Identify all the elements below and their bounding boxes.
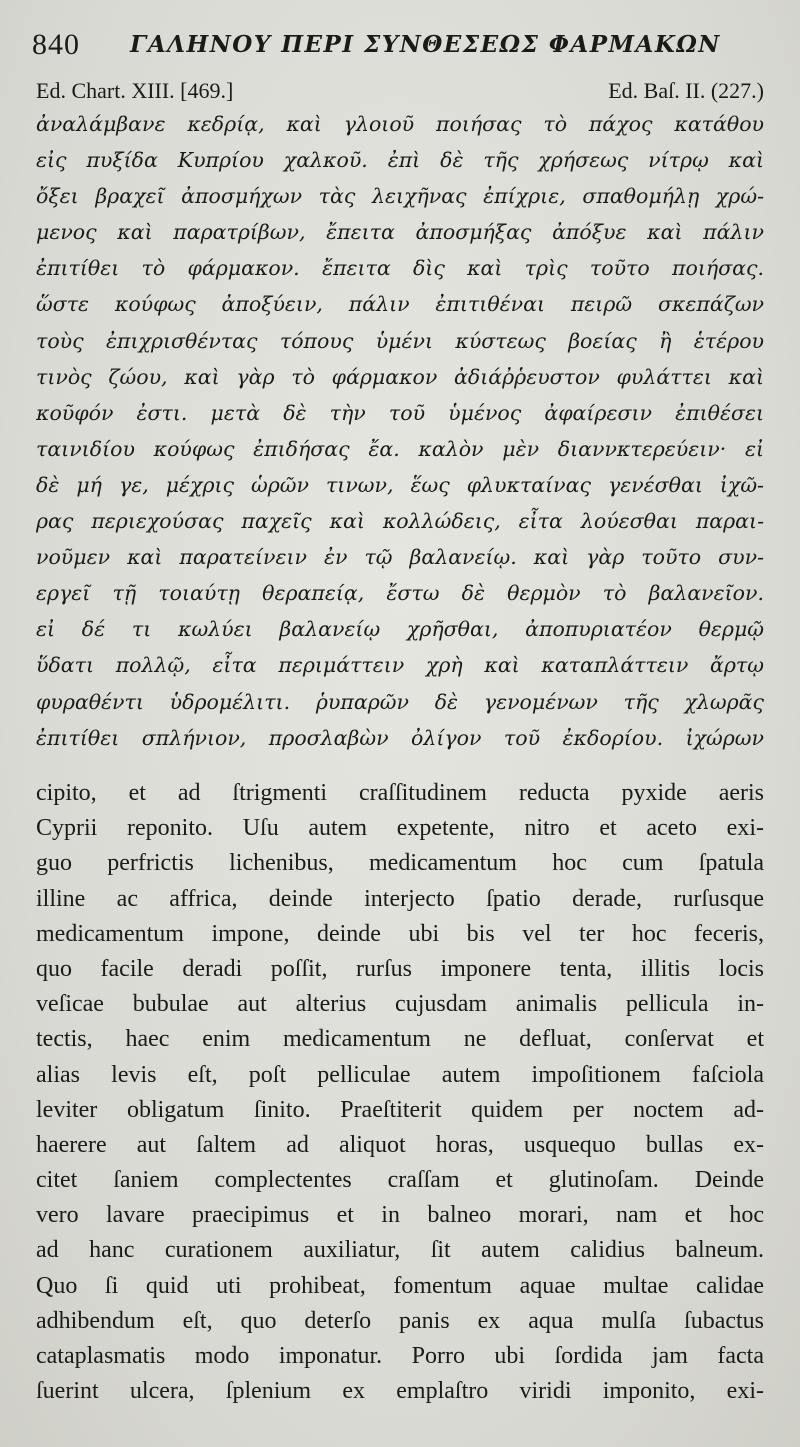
greek-text-block (36, 106, 764, 756)
latin-line: ad hanc curationem auxiliatur, ſit autem calidius balneum. (36, 1237, 764, 1264)
latin-line: vero lavare praecipimus et in balneo morari, nam et hoc (36, 1202, 764, 1229)
greek-line: εἰ δέ τι κωλύει βαλανείῳ χρῆσθαι, ἀποπυριατέον θερμῷ (36, 617, 764, 642)
latin-line: cataplasmatis modo imponatur. Porro ubi ſordida jam facta (36, 1343, 764, 1369)
greek-line: δὲ μή γε, μέχρις ὡρῶν τινων, ἕως φλυκταίνας γενέσθαι ἰχῶ- (36, 472, 764, 497)
greek-line: ὄξει βραχεῖ ἀποσμήχων τὰς λειχῆνας ἐπίχριε, σπαθομήλῃ χρώ- (36, 184, 764, 209)
greek-line: φυραθέντι ὑδρομέλιτι. ῥυπαρῶν δὲ γενομένων τῆς χλωρᾶς (36, 689, 764, 714)
latin-line: alias levis eſt, poſt pelliculae autem impoſitionem faſciola (36, 1061, 764, 1088)
latin-line: Cyprii reponito. Uſu autem expetente, nitro et aceto exi- (36, 815, 764, 842)
edition-references (36, 78, 764, 108)
running-title: ΓΑΛΗΝΟΥ ΠΕΡΙ ΣΥΝΘΕΣΕΩΣ ΦΑΡΜΑΚΩΝ (130, 31, 721, 58)
greek-line: ὥστε κούφως ἀποξύειν, πάλιν ἐπιτιθέναι πειρῶ σκεπάζων (36, 292, 764, 317)
latin-line: tectis, haec enim medicamentum ne defluat, conſervat et (36, 1026, 764, 1053)
latin-line: haerere aut ſaltem ad aliquot horas, usquequo bullas ex- (36, 1131, 764, 1158)
latin-line: cipito, et ad ſtrigmenti craſſitudinem reducta pyxide aeris (36, 780, 764, 806)
greek-line: ἐπιτίθει σπλήνιον, προσλαβὼν ὀλίγον τοῦ ἐκδορίου. ἰχώρων (36, 725, 764, 750)
latin-line: leviter obligatum ſinito. Praeſtiterit quidem per noctem ad- (36, 1096, 764, 1123)
latin-line: medicamentum impone, deinde ubi bis vel ter hoc feceris, (36, 920, 764, 947)
latin-line: illine ac affrica, deinde interjecto ſpatio derade, rurſusque (36, 885, 764, 912)
greek-line: ρας περιεχούσας παχεῖς καὶ κολλώδεις, εἶτα λούεσθαι παραι- (36, 509, 764, 534)
greek-line: τοὺς ἐπιχρισθέντας τόπους ὑμένι κύστεως βοείας ἢ ἑτέρου (36, 328, 764, 353)
edition-chartier-ref: Ed. Chart. XIII. [469.] (36, 78, 234, 103)
greek-line: νοῦμεν καὶ παρατείνειν ἐν τῷ βαλανείῳ. καὶ γὰρ τοῦτο συν- (36, 545, 764, 570)
latin-line: Quo ſi quid uti prohibeat, fomentum aquae multae calidae (36, 1272, 764, 1299)
greek-line: ἀναλάμβανε κεδρίᾳ, καὶ γλοιοῦ ποιήσας τὸ πάχος κατάθου (36, 112, 764, 136)
latin-line: ſuerint ulcera, ſplenium ex emplaſtro viridi imponito, exi- (36, 1378, 764, 1405)
greek-line: εργεῖ τῇ τοιαύτῃ θεραπείᾳ, ἔστω δὲ θερμὸν τὸ βαλανεῖον. (36, 581, 764, 606)
greek-line: εἰς πυξίδα Κυπρίου χαλκοῦ. ἐπὶ δὲ τῆς χρήσεως νίτρῳ καὶ (36, 148, 764, 173)
latin-line: quo facile deradi poſſit, rurſus imponere tenta, illitis locis (36, 955, 764, 982)
greek-line: μενος καὶ παρατρίβων, ἔπειτα ἀποσμήξας ἀπόξυε καὶ πάλιν (36, 220, 764, 245)
greek-line: κοῦφόν ἐστι. μετὰ δὲ τὴν τοῦ ὑμένος ἀφαίρεσιν ἐπιθέσει (36, 400, 764, 425)
latin-line: veſicae bubulae aut alterius cujusdam animalis pellicula in- (36, 991, 764, 1018)
greek-line: ὕδατι πολλῷ, εἶτα περιμάττειν χρὴ καὶ καταπλάττειν ἄρτῳ (36, 653, 764, 678)
latin-text-block (36, 776, 764, 1409)
running-head (32, 28, 770, 68)
greek-line: ταινιδίου κούφως ἐπιδήσας ἔα. καλὸν μὲν διαννκτερεύειν· εἰ (36, 436, 764, 461)
latin-line: citet ſaniem complectentes craſſam et glutinoſam. Deinde (36, 1167, 764, 1194)
edition-basel-ref: Ed. Baſ. II. (227.) (608, 78, 764, 103)
latin-line: guo perfrictis lichenibus, medicamentum hoc cum ſpatula (36, 850, 764, 877)
greek-line: ἐπιτίθει τὸ φάρμακον. ἔπειτα δὶς καὶ τρὶς τοῦτο ποιήσας. (36, 256, 764, 281)
latin-line: adhibendum eſt, quo deterſo panis ex aqua mulſa ſubactus (36, 1307, 764, 1334)
page-number: 840 (32, 28, 80, 61)
greek-line: τινὸς ζώου, καὶ γὰρ τὸ φάρμακον ἀδιάῤῥευστον φυλάττει καὶ (36, 364, 764, 389)
